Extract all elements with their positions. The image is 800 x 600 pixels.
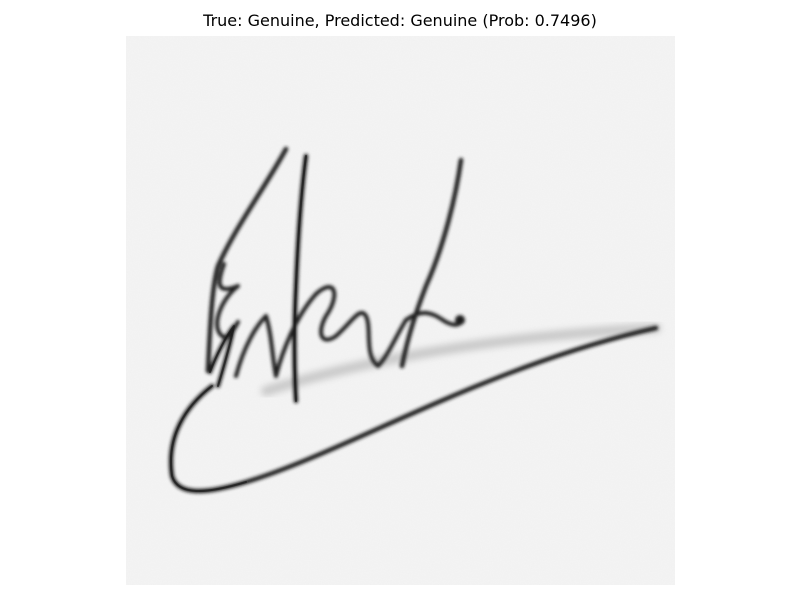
- paper-texture: [126, 36, 675, 585]
- signature-dot: [455, 315, 465, 325]
- signature-image: [126, 36, 675, 585]
- plot-title: True: Genuine, Predicted: Genuine (Prob: 0.7496): [203, 11, 597, 30]
- signature-drawing: [126, 36, 675, 585]
